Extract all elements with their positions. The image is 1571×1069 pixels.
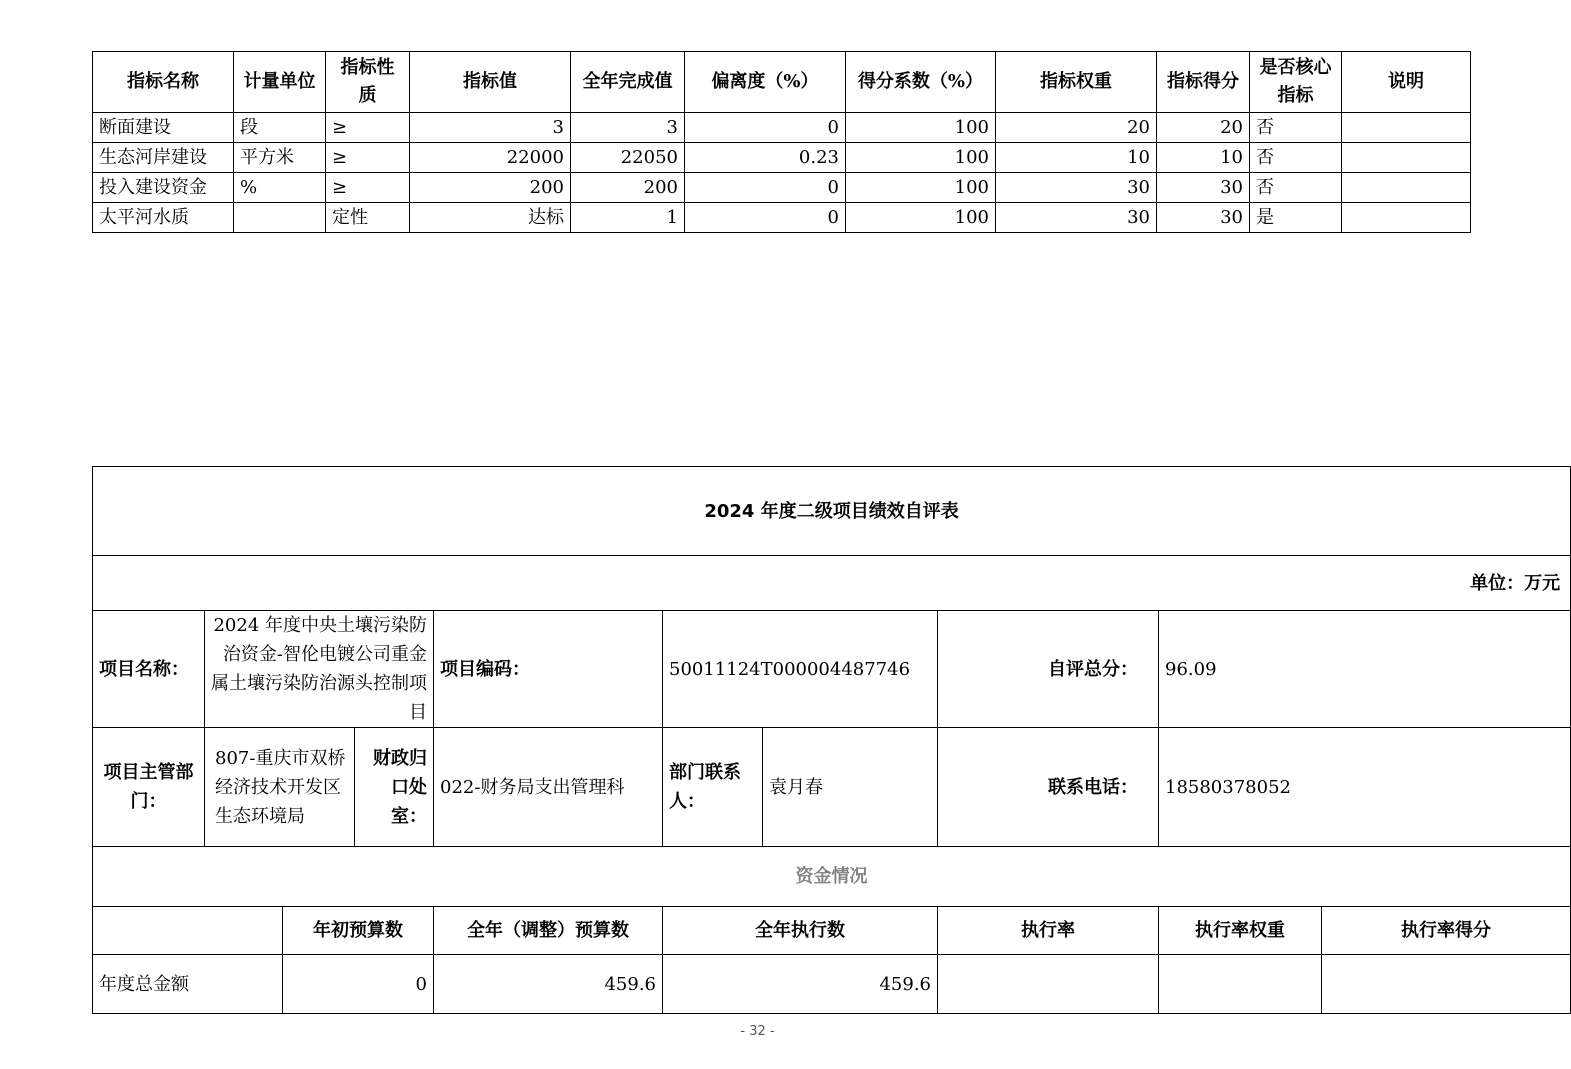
table-cell: 0.23 bbox=[685, 143, 846, 173]
table-cell: 30 bbox=[1157, 173, 1250, 203]
table-cell: 20 bbox=[996, 113, 1157, 143]
table-cell: 20 bbox=[1157, 113, 1250, 143]
header-cell: 说明 bbox=[1342, 52, 1471, 113]
table-cell: % bbox=[234, 173, 326, 203]
header-cell: 指标性质 bbox=[326, 52, 410, 113]
header-cell: 指标得分 bbox=[1157, 52, 1250, 113]
table-cell: 100 bbox=[846, 203, 996, 233]
table-row bbox=[93, 113, 1471, 143]
table-row bbox=[93, 173, 1471, 203]
table-cell: ≥ bbox=[326, 113, 410, 143]
unit-label: 单位：万元 bbox=[93, 556, 1571, 611]
table-row bbox=[93, 955, 1571, 1014]
table-cell: 是 bbox=[1250, 203, 1342, 233]
funds-header-row bbox=[93, 907, 1571, 955]
header-cell: 得分系数（%） bbox=[846, 52, 996, 113]
table-cell: 否 bbox=[1250, 113, 1342, 143]
header-cell: 全年（调整）预算数 bbox=[434, 907, 663, 955]
phone-value: 18580378052 bbox=[1159, 728, 1571, 847]
header-cell: 指标权重 bbox=[996, 52, 1157, 113]
self-score-value: 96.09 bbox=[1159, 611, 1571, 728]
table-cell: 达标 bbox=[410, 203, 571, 233]
table-cell: 0 bbox=[685, 203, 846, 233]
table-cell: 22000 bbox=[410, 143, 571, 173]
table-cell: 太平河水质 bbox=[93, 203, 234, 233]
table-cell: 0 bbox=[685, 173, 846, 203]
self-evaluation-form bbox=[92, 466, 1571, 1014]
table-cell: 100 bbox=[846, 173, 996, 203]
header-cell: 执行率 bbox=[938, 907, 1159, 955]
table-cell bbox=[234, 203, 326, 233]
table-cell bbox=[1159, 955, 1322, 1014]
indicator-table bbox=[92, 51, 1471, 233]
header-cell: 指标名称 bbox=[93, 52, 234, 113]
table-cell: 年度总金额 bbox=[93, 955, 283, 1014]
table-cell: 断面建设 bbox=[93, 113, 234, 143]
dept-value: 807-重庆市双桥经济技术开发区生态环境局 bbox=[205, 728, 355, 847]
self-score-label: 自评总分： bbox=[938, 611, 1159, 728]
table-cell: 定性 bbox=[326, 203, 410, 233]
page-number: - 32 - bbox=[740, 1024, 775, 1039]
dept-label: 项目主管部门： bbox=[93, 728, 205, 847]
table-cell: 200 bbox=[571, 173, 685, 203]
table-cell: 否 bbox=[1250, 173, 1342, 203]
header-cell: 计量单位 bbox=[234, 52, 326, 113]
project-code-label: 项目编码： bbox=[434, 611, 663, 728]
table-cell bbox=[1322, 955, 1571, 1014]
header-cell: 执行率权重 bbox=[1159, 907, 1322, 955]
finance-label: 财政归口处室： bbox=[355, 728, 434, 847]
table-cell bbox=[1342, 173, 1471, 203]
table-cell: 3 bbox=[571, 113, 685, 143]
table-cell: 30 bbox=[996, 173, 1157, 203]
phone-label: 联系电话： bbox=[938, 728, 1159, 847]
header-cell: 偏离度（%） bbox=[685, 52, 846, 113]
header-cell: 指标值 bbox=[410, 52, 571, 113]
form-title: 2024 年度二级项目绩效自评表 bbox=[93, 467, 1571, 556]
table-cell: 22050 bbox=[571, 143, 685, 173]
table-cell: 459.6 bbox=[434, 955, 663, 1014]
table-cell: 100 bbox=[846, 143, 996, 173]
header-cell: 是否核心指标 bbox=[1250, 52, 1342, 113]
finance-value: 022-财务局支出管理科 bbox=[434, 728, 663, 847]
header-cell: 执行率得分 bbox=[1322, 907, 1571, 955]
table-cell bbox=[1342, 203, 1471, 233]
header-cell bbox=[93, 907, 283, 955]
table-cell: 0 bbox=[685, 113, 846, 143]
table-cell: 3 bbox=[410, 113, 571, 143]
project-name-label: 项目名称： bbox=[93, 611, 205, 728]
project-name-value: 2024 年度中央土壤污染防治资金-智伦电镀公司重金属土壤污染防治源头控制项目 bbox=[205, 611, 434, 728]
contact-label: 部门联系人： bbox=[663, 728, 763, 847]
contact-value: 袁月春 bbox=[763, 728, 938, 847]
table-cell: ≥ bbox=[326, 173, 410, 203]
table-cell: 459.6 bbox=[663, 955, 938, 1014]
project-code-value: 50011124T000004487746 bbox=[663, 611, 938, 728]
table-cell: 生态河岸建设 bbox=[93, 143, 234, 173]
header-cell: 年初预算数 bbox=[283, 907, 434, 955]
table-cell: 段 bbox=[234, 113, 326, 143]
table-cell: 30 bbox=[996, 203, 1157, 233]
table-row bbox=[93, 203, 1471, 233]
header-cell: 全年执行数 bbox=[663, 907, 938, 955]
table-cell bbox=[1342, 143, 1471, 173]
table-cell: ≥ bbox=[326, 143, 410, 173]
table-row bbox=[93, 143, 1471, 173]
funds-section-title: 资金情况 bbox=[93, 847, 1571, 907]
indicator-header-row bbox=[93, 52, 1471, 113]
table-cell: 投入建设资金 bbox=[93, 173, 234, 203]
table-cell: 10 bbox=[1157, 143, 1250, 173]
table-cell: 100 bbox=[846, 113, 996, 143]
header-cell: 全年完成值 bbox=[571, 52, 685, 113]
table-cell: 200 bbox=[410, 173, 571, 203]
table-cell bbox=[1342, 113, 1471, 143]
table-cell: 0 bbox=[283, 955, 434, 1014]
table-cell: 30 bbox=[1157, 203, 1250, 233]
table-cell: 10 bbox=[996, 143, 1157, 173]
table-cell: 平方米 bbox=[234, 143, 326, 173]
table-cell: 1 bbox=[571, 203, 685, 233]
table-cell: 否 bbox=[1250, 143, 1342, 173]
table-cell bbox=[938, 955, 1159, 1014]
